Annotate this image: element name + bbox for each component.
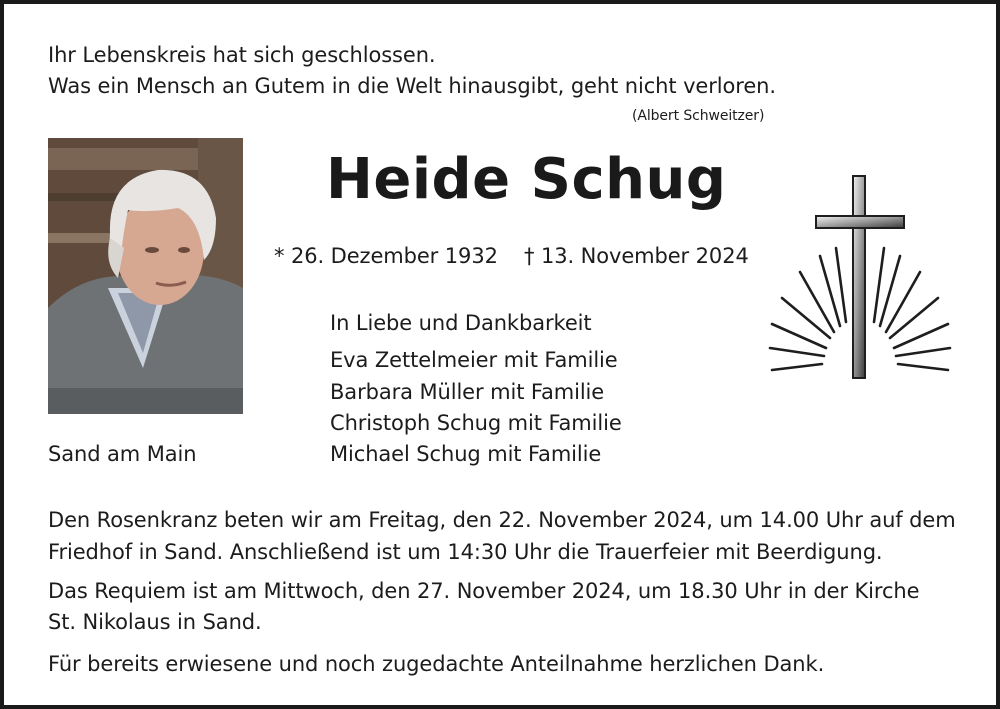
requiem-line-2: St. Nikolaus in Sand.: [48, 610, 262, 634]
quote-author: (Albert Schweitzer): [632, 108, 765, 124]
rosary-line-2: Friedhof in Sand. Anschließend ist um 14:30 Uhr die Trauerfeier mit Beerdigung.: [48, 540, 883, 564]
place-of-residence: Sand am Main: [48, 442, 197, 466]
rosary-line-1: Den Rosenkranz beten wir am Freitag, den 22. November 2024, um 14.00 Uhr auf dem: [48, 508, 956, 532]
mourners-intro: In Liebe und Dankbarkeit: [330, 311, 592, 335]
thanks-line: Für bereits erwiesene und noch zugedachte Anteilnahme herzlichen Dank.: [48, 652, 825, 676]
cross-with-rays-icon: [764, 172, 956, 382]
mourner-3: Christoph Schug mit Familie: [330, 411, 622, 435]
quote-line-2: Was ein Mensch an Gutem in die Welt hinausgibt, geht nicht verloren.: [48, 74, 776, 98]
mourner-2: Barbara Müller mit Familie: [330, 380, 605, 404]
birth-date: * 26. Dezember 1932: [274, 244, 498, 268]
mourner-4: Michael Schug mit Familie: [330, 442, 602, 466]
quote-line-1: Ihr Lebenskreis hat sich geschlossen.: [48, 43, 436, 67]
deceased-name: Heide Schug: [326, 147, 727, 212]
portrait-photo: [48, 138, 243, 414]
mourner-1: Eva Zettelmeier mit Familie: [330, 348, 618, 372]
requiem-line-1: Das Requiem ist am Mittwoch, den 27. November 2024, um 18.30 Uhr in der Kirche: [48, 579, 920, 603]
death-date: † 13. November 2024: [524, 244, 749, 268]
